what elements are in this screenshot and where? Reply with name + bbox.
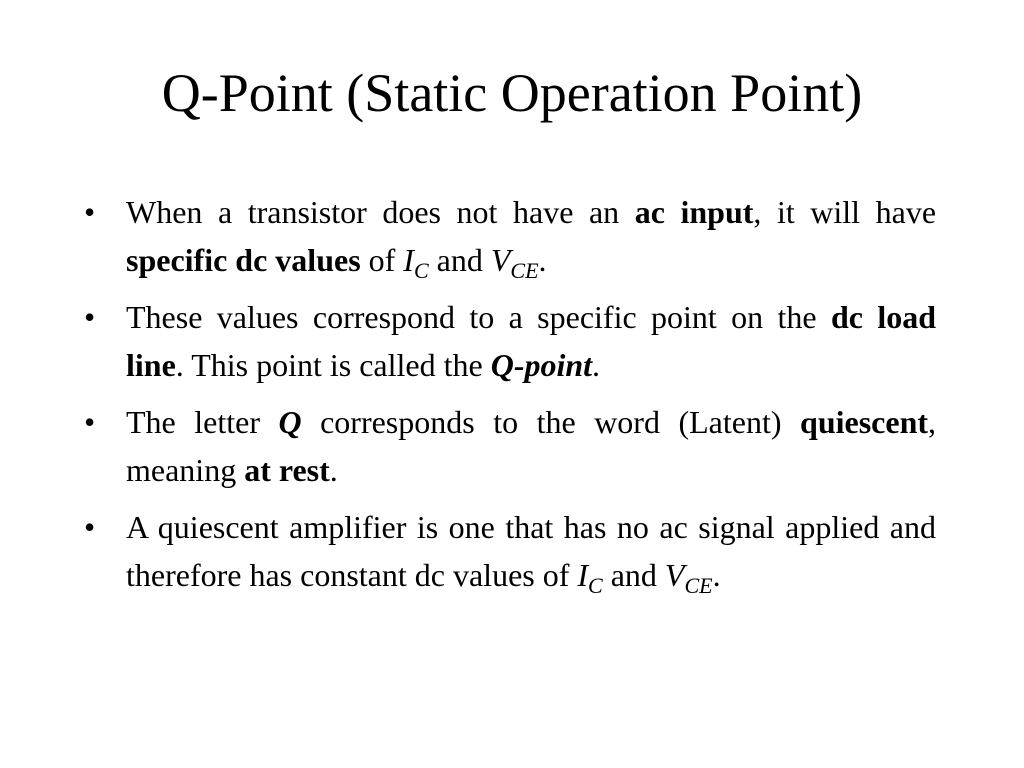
bullet-text: of: [360, 242, 404, 278]
bullet-text: , it will have: [753, 194, 937, 230]
bold-term: specific dc values: [126, 242, 361, 278]
symbol-subscript: CE: [684, 573, 713, 598]
symbol-subscript: CE: [510, 258, 539, 283]
bold-italic-term: Q-point: [490, 347, 593, 383]
symbol-subscript: C: [588, 573, 603, 598]
bullet-text: .: [329, 452, 338, 488]
bullet-text: .: [538, 242, 547, 278]
symbol-subscript: C: [413, 258, 429, 283]
bullet-item: [84, 293, 936, 389]
bullet-marker: •: [84, 509, 96, 545]
bullet-item: [84, 398, 936, 494]
symbol-vce: [490, 242, 539, 283]
bullet-text: The letter: [126, 404, 279, 440]
bullet-marker: •: [84, 404, 96, 440]
symbol-letter: V: [664, 557, 685, 593]
bullet-text: corresponds to the word (Latent): [301, 404, 801, 440]
bold-term: ac input: [634, 194, 754, 230]
bullet-marker: •: [84, 194, 96, 230]
symbol-vce: [664, 557, 713, 598]
bullet-text: These values correspond to a specific point on the: [126, 299, 831, 335]
bullet-marker: •: [84, 299, 96, 335]
bullet-text: and: [602, 557, 665, 593]
symbol-letter: I: [403, 242, 414, 278]
bold-italic-term: Q: [278, 404, 302, 440]
bullet-text: A quiescent amplifier is one that has no ac signal applied and therefore has constant dc values of: [126, 509, 936, 593]
bullet-text: and: [428, 242, 491, 278]
bold-term: at rest: [244, 452, 330, 488]
bold-term: dc load line: [126, 299, 937, 383]
bullet-item: [84, 188, 936, 284]
bullet-list: [84, 188, 936, 608]
bullet-item: [84, 503, 936, 599]
bold-term: quiescent: [800, 404, 929, 440]
slide-title: Q-Point (Static Operation Point): [161, 63, 863, 123]
bullet-text: .: [592, 347, 601, 383]
bullet-text: . This point is called the: [175, 347, 491, 383]
symbol-letter: I: [577, 557, 589, 593]
bullet-text: .: [712, 557, 721, 593]
bullet-text: , meaning: [126, 404, 937, 488]
symbol-ic: [577, 557, 603, 598]
symbol-letter: V: [490, 242, 511, 278]
symbol-ic: [403, 242, 429, 283]
bullet-text: When a transistor does not have an: [126, 194, 635, 230]
